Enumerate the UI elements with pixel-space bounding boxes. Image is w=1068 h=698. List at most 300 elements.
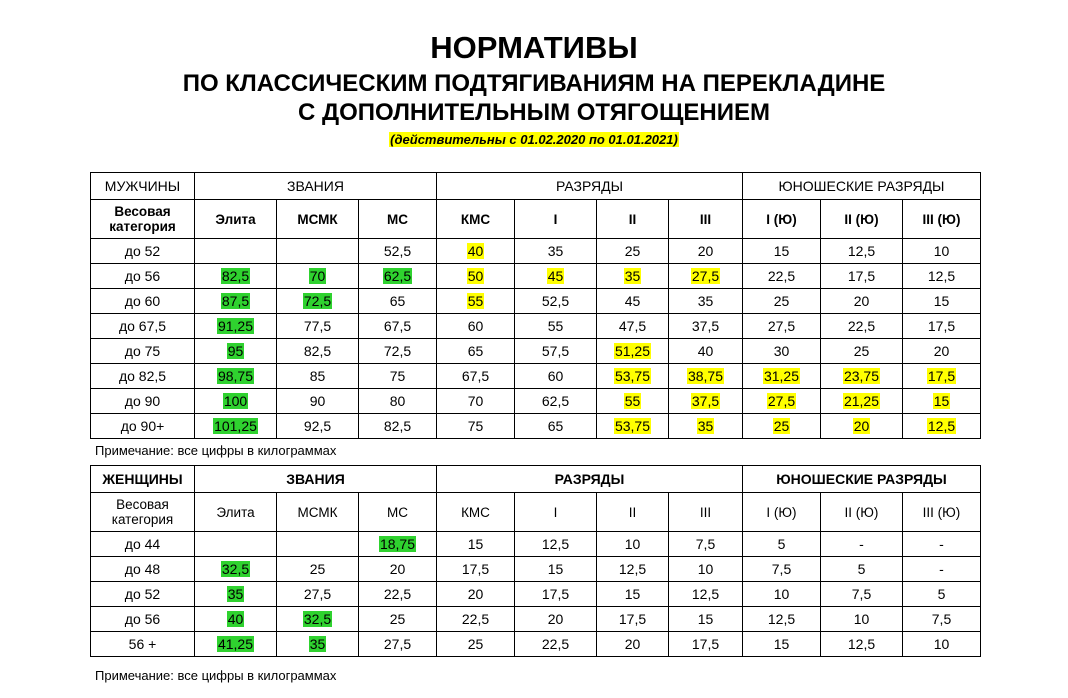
value-cell xyxy=(597,314,669,339)
value-cell xyxy=(359,314,437,339)
value-text: 22,5 xyxy=(767,268,796,284)
value-cell xyxy=(359,632,437,657)
value-cell xyxy=(669,607,743,632)
value-cell xyxy=(821,364,903,389)
page-title: НОРМАТИВЫ xyxy=(430,30,638,65)
value-cell xyxy=(195,289,277,314)
value-text: 15 xyxy=(697,611,714,627)
value-cell xyxy=(437,607,515,632)
value-text: 12,5 xyxy=(927,268,956,284)
weight-category-cell: до 67,5 xyxy=(91,314,195,339)
value-text: 70 xyxy=(467,393,484,409)
value-text: 10 xyxy=(697,561,714,577)
value-cell xyxy=(437,632,515,657)
value-text: 85 xyxy=(309,368,326,384)
value-cell xyxy=(743,339,821,364)
value-text: 60 xyxy=(547,368,564,384)
table-row xyxy=(91,532,981,557)
column-header: III (Ю) xyxy=(903,493,981,532)
value-cell xyxy=(359,264,437,289)
value-text: 7,5 xyxy=(851,586,872,602)
value-cell xyxy=(597,532,669,557)
value-text: 65 xyxy=(467,343,484,359)
value-cell xyxy=(277,607,359,632)
value-text: 15 xyxy=(773,243,790,259)
value-highlight-yellow: 15 xyxy=(933,393,950,409)
group-header: ЖЕНЩИНЫ xyxy=(91,466,195,493)
column-header: Элита xyxy=(195,200,277,239)
value-cell xyxy=(669,557,743,582)
value-cell xyxy=(743,364,821,389)
value-highlight-green: 98,75 xyxy=(217,368,254,384)
value-cell xyxy=(743,632,821,657)
value-cell xyxy=(277,239,359,264)
women-norms-table xyxy=(90,465,981,657)
group-header-row xyxy=(91,173,981,200)
value-text: 17,5 xyxy=(461,561,490,577)
value-cell xyxy=(903,389,981,414)
value-cell xyxy=(743,264,821,289)
value-cell xyxy=(903,289,981,314)
value-text: 20 xyxy=(547,611,564,627)
value-cell xyxy=(743,582,821,607)
value-cell xyxy=(821,557,903,582)
weight-category-cell: до 52 xyxy=(91,239,195,264)
value-cell xyxy=(195,532,277,557)
value-cell xyxy=(437,239,515,264)
value-cell xyxy=(277,389,359,414)
value-cell xyxy=(903,364,981,389)
column-header: КМС xyxy=(437,493,515,532)
value-text: 35 xyxy=(547,243,564,259)
weight-category-cell: до 52 xyxy=(91,582,195,607)
group-header-row xyxy=(91,466,981,493)
value-text: 12,5 xyxy=(847,243,876,259)
value-cell xyxy=(903,632,981,657)
value-text: 75 xyxy=(467,418,484,434)
page-subtitle-line-1: ПО КЛАССИЧЕСКИМ ПОДТЯГИВАНИЯМ НА ПЕРЕКЛАДИНЕ xyxy=(182,70,886,97)
value-cell xyxy=(515,239,597,264)
value-cell xyxy=(821,414,903,439)
value-cell xyxy=(743,239,821,264)
value-cell xyxy=(359,557,437,582)
weight-category-cell: до 44 xyxy=(91,532,195,557)
value-cell xyxy=(515,607,597,632)
value-cell xyxy=(277,264,359,289)
value-highlight-yellow: 35 xyxy=(624,268,641,284)
table-row xyxy=(91,364,981,389)
value-text: 82,5 xyxy=(303,343,332,359)
value-highlight-green: 32,5 xyxy=(221,561,250,577)
column-header: II xyxy=(597,493,669,532)
value-cell xyxy=(437,289,515,314)
value-cell xyxy=(669,339,743,364)
table-row xyxy=(91,239,981,264)
value-cell xyxy=(359,364,437,389)
value-text: 12,5 xyxy=(767,611,796,627)
column-header: III xyxy=(669,493,743,532)
value-cell xyxy=(437,389,515,414)
validity-period xyxy=(0,132,1068,148)
weight-category-cell: до 56 xyxy=(91,607,195,632)
value-cell xyxy=(359,389,437,414)
value-cell xyxy=(515,557,597,582)
value-highlight-green: 82,5 xyxy=(221,268,250,284)
value-text: 47,5 xyxy=(618,318,647,334)
value-cell xyxy=(743,557,821,582)
value-cell xyxy=(359,239,437,264)
weight-category-cell: до 48 xyxy=(91,557,195,582)
value-cell xyxy=(195,582,277,607)
value-cell xyxy=(195,607,277,632)
value-text: 17,5 xyxy=(541,586,570,602)
value-cell xyxy=(821,239,903,264)
value-cell xyxy=(597,582,669,607)
value-text: 40 xyxy=(697,343,714,359)
value-cell xyxy=(597,239,669,264)
value-highlight-yellow: 53,75 xyxy=(614,368,651,384)
value-cell xyxy=(195,264,277,289)
value-text: 15 xyxy=(624,586,641,602)
value-text: 15 xyxy=(467,536,484,552)
value-cell xyxy=(821,582,903,607)
table-row xyxy=(91,314,981,339)
value-highlight-yellow: 38,75 xyxy=(687,368,724,384)
column-header: МС xyxy=(359,493,437,532)
column-header: III xyxy=(669,200,743,239)
value-cell xyxy=(669,582,743,607)
value-cell xyxy=(515,339,597,364)
value-highlight-yellow: 35 xyxy=(697,418,714,434)
weight-category-cell: до 82,5 xyxy=(91,364,195,389)
value-cell xyxy=(743,532,821,557)
weight-category-cell: до 75 xyxy=(91,339,195,364)
column-header: III (Ю) xyxy=(903,200,981,239)
value-text: 20 xyxy=(853,293,870,309)
value-cell xyxy=(669,314,743,339)
value-text: 92,5 xyxy=(303,418,332,434)
validity-text: (действительны с 01.02.2020 по 01.01.2021) xyxy=(390,132,678,147)
value-text: 67,5 xyxy=(461,368,490,384)
value-cell xyxy=(277,632,359,657)
value-text: 57,5 xyxy=(541,343,570,359)
value-highlight-green: 100 xyxy=(223,393,248,409)
value-cell xyxy=(515,532,597,557)
value-cell xyxy=(669,364,743,389)
value-cell xyxy=(437,582,515,607)
value-text: 52,5 xyxy=(383,243,412,259)
value-cell xyxy=(597,389,669,414)
value-cell xyxy=(903,582,981,607)
value-cell xyxy=(515,389,597,414)
value-text: 22,5 xyxy=(461,611,490,627)
table-row xyxy=(91,557,981,582)
value-cell xyxy=(359,532,437,557)
value-cell xyxy=(821,632,903,657)
value-cell xyxy=(359,289,437,314)
value-cell xyxy=(195,389,277,414)
value-cell xyxy=(597,557,669,582)
value-cell xyxy=(437,364,515,389)
value-cell xyxy=(437,339,515,364)
value-cell xyxy=(597,414,669,439)
value-cell xyxy=(437,532,515,557)
table-row xyxy=(91,607,981,632)
value-text: 17,5 xyxy=(847,268,876,284)
value-cell xyxy=(669,632,743,657)
value-cell xyxy=(195,339,277,364)
value-highlight-green: 62,5 xyxy=(383,268,412,284)
value-cell xyxy=(195,414,277,439)
value-cell xyxy=(597,607,669,632)
value-highlight-green: 101,25 xyxy=(214,418,257,434)
value-text: 17,5 xyxy=(691,636,720,652)
group-header: ЗВАНИЯ xyxy=(195,173,437,200)
value-text: 27,5 xyxy=(303,586,332,602)
value-cell xyxy=(743,289,821,314)
value-highlight-green: 41,25 xyxy=(217,636,254,652)
value-text: 80 xyxy=(389,393,406,409)
value-highlight-yellow: 20 xyxy=(853,418,870,434)
value-cell xyxy=(359,339,437,364)
value-highlight-yellow: 45 xyxy=(547,268,564,284)
value-text: 12,5 xyxy=(541,536,570,552)
value-cell xyxy=(597,632,669,657)
value-text: 20 xyxy=(624,636,641,652)
value-cell xyxy=(903,264,981,289)
value-text: 25 xyxy=(773,293,790,309)
value-highlight-green: 70 xyxy=(309,268,326,284)
value-cell xyxy=(903,239,981,264)
page-subtitle-line-2: С ДОПОЛНИТЕЛЬНЫМ ОТЯГОЩЕНИЕМ xyxy=(297,99,771,126)
value-text: 90 xyxy=(309,393,326,409)
column-header-row xyxy=(91,200,981,239)
value-text: 5 xyxy=(777,536,786,552)
value-highlight-green: 35 xyxy=(227,586,244,602)
table-row xyxy=(91,582,981,607)
value-cell xyxy=(437,557,515,582)
value-cell xyxy=(597,289,669,314)
value-highlight-yellow: 21,25 xyxy=(843,393,880,409)
value-text: 12,5 xyxy=(618,561,647,577)
value-text: 15 xyxy=(547,561,564,577)
value-cell xyxy=(195,557,277,582)
value-text: 25 xyxy=(467,636,484,652)
value-cell xyxy=(195,364,277,389)
value-text: 20 xyxy=(389,561,406,577)
value-text: 45 xyxy=(624,293,641,309)
value-cell xyxy=(437,264,515,289)
value-text: 37,5 xyxy=(691,318,720,334)
value-text: 7,5 xyxy=(771,561,792,577)
group-header: МУЖЧИНЫ xyxy=(91,173,195,200)
value-text: 7,5 xyxy=(695,536,716,552)
value-text: 22,5 xyxy=(541,636,570,652)
column-header: МСМК xyxy=(277,493,359,532)
value-text: 22,5 xyxy=(847,318,876,334)
value-cell xyxy=(195,314,277,339)
value-highlight-green: 35 xyxy=(309,636,326,652)
value-text: 10 xyxy=(933,243,950,259)
value-text: - xyxy=(939,561,944,577)
column-header: I xyxy=(515,493,597,532)
weight-category-cell: до 90 xyxy=(91,389,195,414)
value-highlight-green: 95 xyxy=(227,343,244,359)
value-cell xyxy=(277,532,359,557)
value-highlight-yellow: 27,5 xyxy=(767,393,796,409)
weight-category-cell: 56 + xyxy=(91,632,195,657)
value-highlight-green: 72,5 xyxy=(303,293,332,309)
value-text: 10 xyxy=(933,636,950,652)
value-cell xyxy=(437,414,515,439)
value-cell xyxy=(669,532,743,557)
value-highlight-yellow: 27,5 xyxy=(691,268,720,284)
value-text: 25 xyxy=(309,561,326,577)
value-highlight-yellow: 37,5 xyxy=(691,393,720,409)
value-cell xyxy=(597,264,669,289)
value-text: 75 xyxy=(389,368,406,384)
column-header: II (Ю) xyxy=(821,200,903,239)
value-cell xyxy=(743,389,821,414)
value-cell xyxy=(821,339,903,364)
value-cell xyxy=(669,239,743,264)
value-cell xyxy=(277,582,359,607)
column-header-row xyxy=(91,493,981,532)
column-header: Элита xyxy=(195,493,277,532)
column-header: I (Ю) xyxy=(743,493,821,532)
value-text: 10 xyxy=(773,586,790,602)
column-header: I (Ю) xyxy=(743,200,821,239)
value-cell xyxy=(359,414,437,439)
value-cell xyxy=(903,557,981,582)
value-highlight-green: 32,5 xyxy=(303,611,332,627)
value-text: 15 xyxy=(933,293,950,309)
table-row xyxy=(91,414,981,439)
value-text: 25 xyxy=(853,343,870,359)
group-header: ЮНОШЕСКИЕ РАЗРЯДЫ xyxy=(743,173,981,200)
weight-category-cell: до 56 xyxy=(91,264,195,289)
value-highlight-green: 18,75 xyxy=(379,536,416,552)
women-note: Примечание: все цифры в килограммах xyxy=(95,668,337,683)
value-text: 65 xyxy=(547,418,564,434)
value-text: 62,5 xyxy=(541,393,570,409)
value-text: 30 xyxy=(773,343,790,359)
value-text: 27,5 xyxy=(767,318,796,334)
value-cell xyxy=(903,532,981,557)
value-cell xyxy=(821,607,903,632)
column-header: МС xyxy=(359,200,437,239)
value-cell xyxy=(903,339,981,364)
value-highlight-green: 87,5 xyxy=(221,293,250,309)
column-header: КМС xyxy=(437,200,515,239)
value-text: 20 xyxy=(933,343,950,359)
value-cell xyxy=(669,289,743,314)
value-cell xyxy=(277,364,359,389)
value-text: 27,5 xyxy=(383,636,412,652)
value-text: 15 xyxy=(773,636,790,652)
value-text: - xyxy=(859,536,864,552)
value-highlight-green: 40 xyxy=(227,611,244,627)
value-cell xyxy=(359,582,437,607)
weight-category-header: Весовая категория xyxy=(91,200,195,239)
value-text: 65 xyxy=(389,293,406,309)
value-cell xyxy=(821,389,903,414)
value-text: 55 xyxy=(547,318,564,334)
value-text: 67,5 xyxy=(383,318,412,334)
value-text: - xyxy=(939,536,944,552)
value-highlight-yellow: 50 xyxy=(467,268,484,284)
value-text: 25 xyxy=(389,611,406,627)
table-row xyxy=(91,632,981,657)
value-highlight-yellow: 51,25 xyxy=(614,343,651,359)
value-highlight-yellow: 25 xyxy=(773,418,790,434)
group-header: РАЗРЯДЫ xyxy=(437,173,743,200)
table-row xyxy=(91,289,981,314)
value-text: 77,5 xyxy=(303,318,332,334)
weight-category-header: Весовая категория xyxy=(91,493,195,532)
value-highlight-yellow: 55 xyxy=(624,393,641,409)
group-header: РАЗРЯДЫ xyxy=(437,466,743,493)
value-highlight-yellow: 53,75 xyxy=(614,418,651,434)
value-cell xyxy=(195,632,277,657)
column-header: II xyxy=(597,200,669,239)
value-cell xyxy=(277,339,359,364)
value-text: 35 xyxy=(697,293,714,309)
value-cell xyxy=(903,607,981,632)
value-highlight-yellow: 23,75 xyxy=(843,368,880,384)
value-cell xyxy=(515,632,597,657)
value-cell xyxy=(277,314,359,339)
group-header: ЗВАНИЯ xyxy=(195,466,437,493)
column-header: I xyxy=(515,200,597,239)
value-highlight-yellow: 40 xyxy=(467,243,484,259)
table-row xyxy=(91,389,981,414)
weight-category-cell: до 60 xyxy=(91,289,195,314)
value-cell xyxy=(821,314,903,339)
value-text: 5 xyxy=(857,561,866,577)
value-highlight-yellow: 55 xyxy=(467,293,484,309)
value-cell xyxy=(515,289,597,314)
value-text: 12,5 xyxy=(691,586,720,602)
value-cell xyxy=(515,264,597,289)
value-text: 25 xyxy=(624,243,641,259)
value-text: 12,5 xyxy=(847,636,876,652)
value-text: 22,5 xyxy=(383,586,412,602)
value-text: 7,5 xyxy=(931,611,952,627)
value-text: 10 xyxy=(624,536,641,552)
value-cell xyxy=(669,264,743,289)
value-cell xyxy=(277,414,359,439)
table-row xyxy=(91,339,981,364)
value-cell xyxy=(743,314,821,339)
value-cell xyxy=(821,289,903,314)
value-cell xyxy=(903,314,981,339)
value-cell xyxy=(821,532,903,557)
value-highlight-green: 91,25 xyxy=(217,318,254,334)
column-header: МСМК xyxy=(277,200,359,239)
value-cell xyxy=(359,607,437,632)
value-text: 82,5 xyxy=(383,418,412,434)
value-cell xyxy=(515,414,597,439)
value-text: 20 xyxy=(467,586,484,602)
value-cell xyxy=(743,607,821,632)
value-cell xyxy=(821,264,903,289)
value-cell xyxy=(437,314,515,339)
men-note: Примечание: все цифры в килограммах xyxy=(95,443,337,458)
value-cell xyxy=(515,314,597,339)
group-header: ЮНОШЕСКИЕ РАЗРЯДЫ xyxy=(743,466,981,493)
value-highlight-yellow: 12,5 xyxy=(927,418,956,434)
